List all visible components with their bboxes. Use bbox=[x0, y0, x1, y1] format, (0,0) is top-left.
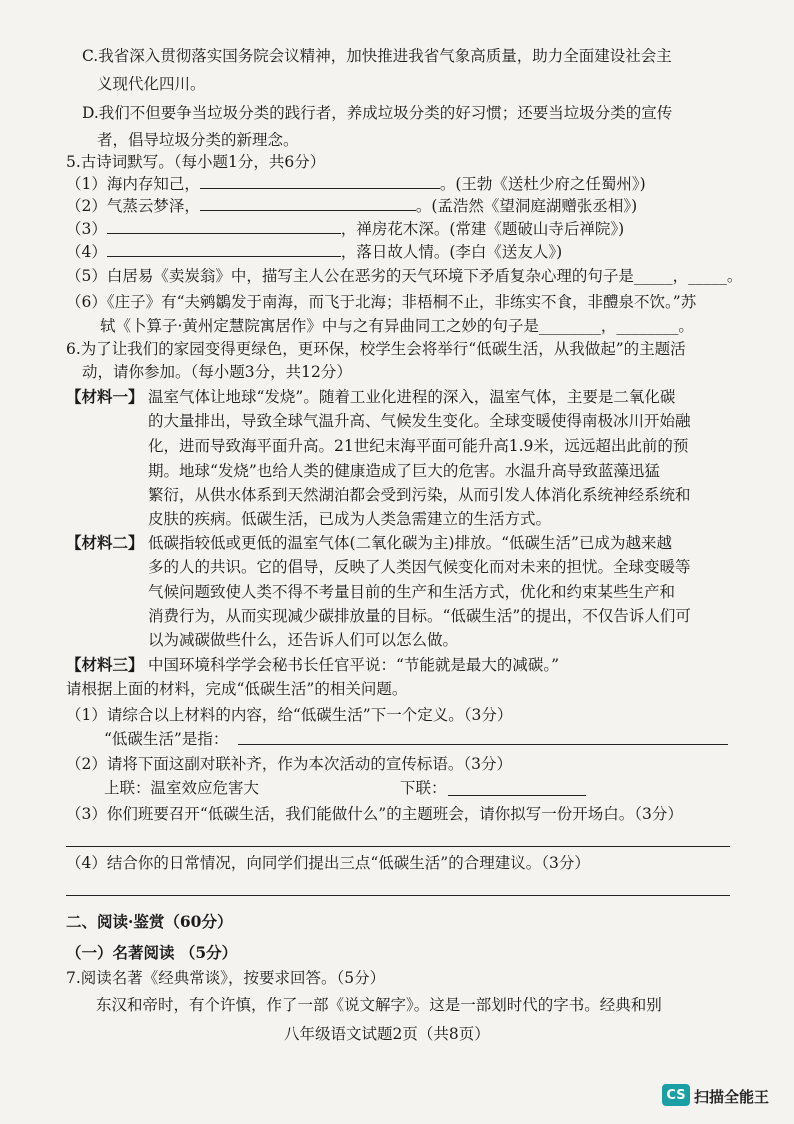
question-6-line1: 6.为了让我们的家园变得更绿色，更环保，校学生会将举行“低碳生活，从我做起”的主题活 bbox=[66, 340, 686, 358]
material-3-line1: 中国环境科学学会秘书长任官平说：“节能就是最大的减碳。” bbox=[148, 656, 560, 674]
sub-question-4: （4）结合你的日常情况，向同学们提出三点“低碳生活”的合理建议。（3分） bbox=[66, 854, 590, 872]
material-2-line3: 气候问题致使人类不得不考量目前的生产和生活方式，优化和约束某些生产和 bbox=[148, 583, 676, 601]
camscanner-logo-icon: CS bbox=[662, 1084, 690, 1106]
sub-question-2: （2）请将下面这副对联补齐，作为本次活动的宣传标语。（3分） bbox=[66, 755, 512, 773]
q5-item6-line1: （6）《庄子》有“夫鹓鶵发于南海，而飞于北海；非梧桐不止，非练实不食，非醴泉不饮。”苏 bbox=[66, 293, 697, 311]
material-1-line1: 温室气体让地球“发烧”。随着工业化进程的深入，温室气体，主要是二氧化碳 bbox=[148, 388, 676, 406]
option-c-line2: 义现代化四川。 bbox=[97, 75, 206, 93]
couplet-upper: 上联：温室效应危害大 bbox=[104, 779, 260, 797]
material-1-label: 【材料一】 bbox=[66, 387, 144, 406]
answer-blank[interactable] bbox=[200, 196, 416, 211]
material-2-line5: 以为减碳做些什么，还告诉人们可以怎么做。 bbox=[148, 631, 459, 649]
answer-line[interactable] bbox=[66, 846, 730, 847]
answer-blank[interactable] bbox=[107, 219, 341, 234]
sub-question-1-answer-label: “低碳生活”是指： bbox=[104, 730, 229, 748]
answer-line[interactable] bbox=[238, 744, 728, 745]
material-1-line2: 的大量排出，导致全球气温升高、气候发生变化。全球变暖使得南极冰川开始融 bbox=[148, 412, 691, 430]
q5-item3-source: ，禅房花木深。(常建《题破山寺后禅院》) bbox=[340, 220, 625, 238]
material-2-line2: 多的人的共识。它的倡导，反映了人类因气候变化而对未来的担忧。全球变暖等 bbox=[148, 558, 691, 576]
question-5-title: 5.古诗词默写。（每小题1分，共6分） bbox=[66, 153, 326, 171]
option-d-line1: D.我们不但要争当垃圾分类的践行者，养成垃圾分类的好习惯；还要当垃圾分类的宣传 bbox=[82, 104, 673, 122]
answer-blank[interactable] bbox=[200, 174, 440, 189]
q5-item4-source: ，落日故人情。(李白《送友人》) bbox=[340, 243, 563, 261]
material-2-label: 【材料二】 bbox=[66, 533, 144, 552]
q5-item2-source: 。(孟浩然《望洞庭湖赠张丞相》) bbox=[415, 197, 638, 215]
answer-line[interactable] bbox=[66, 895, 730, 896]
answer-blank[interactable] bbox=[107, 242, 341, 257]
option-c-line1: C.我省深入贯彻落实国务院会议精神，加快推进我省气象高质量，助力全面建设社会主 bbox=[82, 47, 672, 65]
answer-line[interactable] bbox=[448, 795, 586, 796]
sub-question-3: （3）你们班要召开“低碳生活，我们能做什么”的主题班会，请你拟写一份开场白。（3分） bbox=[66, 805, 683, 823]
q5-item6-line2: 轼《卜算子·黄州定慧院寓居作》中与之有异曲同工之妙的句子是________，________。 bbox=[100, 317, 694, 335]
material-1-line6: 皮肤的疾病。低碳生活，已成为人类急需建立的生活方式。 bbox=[148, 510, 552, 528]
question-7-title: 7.阅读名著《经典常谈》，按要求回答。（5分） bbox=[66, 969, 386, 987]
question-6-line2: 动，请你参加。（每小题3分，共12分） bbox=[82, 363, 352, 381]
q5-item3 bbox=[66, 219, 624, 239]
q5-item4 bbox=[66, 242, 562, 262]
question-7-passage-line1: 东汉和帝时，有个许慎，作了一部《说文解字》。这是一部划时代的字书。经典和别 bbox=[96, 996, 662, 1014]
material-3-label: 【材料三】 bbox=[66, 655, 144, 674]
q5-item2-prefix: （2）气蒸云梦泽， bbox=[66, 197, 200, 215]
material-2-line1: 低碳指较低或更低的温室气体(二氧化碳为主)排放。“低碳生活”已成为越来越 bbox=[148, 534, 672, 552]
material-1-line3: 化，进而导致海平面升高。21世纪末海平面可能升高1.9米，远远超出此前的预 bbox=[148, 437, 689, 455]
q5-item1-prefix: （1）海内存知己， bbox=[66, 175, 200, 193]
subsection-1-heading: （一）名著阅读 （5分） bbox=[66, 943, 238, 962]
q5-item4-prefix: （4） bbox=[66, 243, 107, 261]
material-1-line5: 繁衍，从供水体系到天然湖泊都会受到污染，从而引发人体消化系统神经系统和 bbox=[148, 486, 691, 504]
q5-item1 bbox=[66, 174, 646, 194]
page-footer: 八年级语文试题2页（共8页） bbox=[284, 1025, 490, 1043]
camscanner-watermark: 扫描全能王 bbox=[694, 1088, 770, 1106]
q5-item2 bbox=[66, 196, 637, 216]
instruction: 请根据上面的材料，完成“低碳生活”的相关问题。 bbox=[66, 680, 408, 698]
sub-question-1: （1）请综合以上材料的内容，给“低碳生活”下一个定义。（3分） bbox=[66, 706, 513, 724]
couplet-lower-label: 下联： bbox=[400, 779, 447, 797]
material-2-line4: 消费行为，从而实现减少碳排放量的目标。“低碳生活”的提出，不仅告诉人们可 bbox=[148, 607, 691, 625]
section-2-heading: 二、阅读·鉴赏（60分） bbox=[66, 912, 233, 931]
option-d-line2: 者，倡导垃圾分类的新理念。 bbox=[97, 131, 299, 149]
q5-item3-prefix: （3） bbox=[66, 220, 107, 238]
material-1-line4: 期。地球“发烧”也给人类的健康造成了巨大的危害。水温升高导致蓝藻迅猛 bbox=[148, 462, 660, 480]
q5-item5: （5）白居易《卖炭翁》中，描写主人公在恶劣的天气环境下矛盾复杂心理的句子是_____，_____。 bbox=[66, 267, 743, 285]
q5-item1-source: 。(王勃《送杜少府之任蜀州》) bbox=[439, 175, 646, 193]
